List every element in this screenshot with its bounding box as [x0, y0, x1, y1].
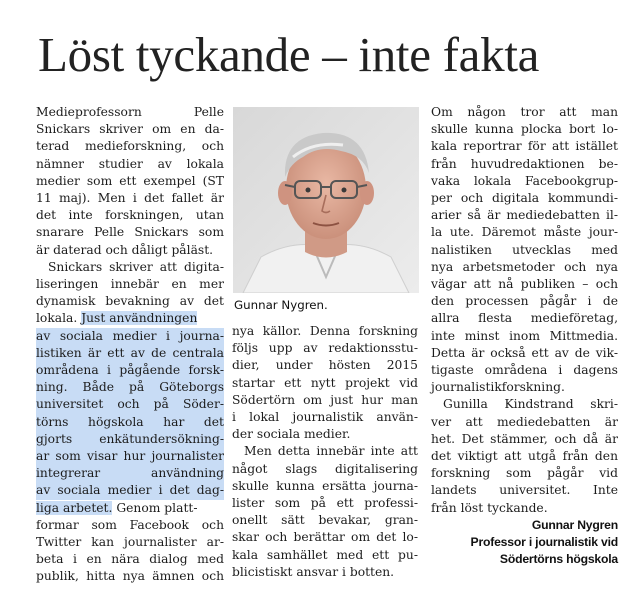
text-line: inte minst inom Mittmedia. — [431, 328, 618, 343]
text-line: tigaste områdena i dagens — [431, 363, 618, 378]
author-photo — [233, 107, 419, 293]
highlighted-text: Just användningen — [81, 311, 198, 326]
highlighted-text-line: törns högskola har det — [36, 414, 224, 431]
signature-affiliation: Södertörns högskola — [499, 552, 618, 567]
text-line: vaka lokala Facebookgrup- — [431, 173, 618, 188]
portrait-image — [233, 107, 419, 293]
text-line: Snickars skriver att digita- — [48, 259, 224, 274]
text-line: följs upp av redaktionsstu- — [232, 341, 418, 356]
text-line: blicistiskt ansvar i botten. — [232, 564, 395, 579]
text-line: liseringen innebär en mer — [36, 277, 224, 292]
text-line: vägar att nå publiken – och — [431, 277, 618, 292]
text-line: arier så är mediedebatten il- — [431, 208, 618, 223]
text-line: nämner studier av lokala — [36, 156, 224, 171]
text-line: landets universitet. Inte — [431, 483, 618, 498]
text-line: nya källor. Denna forskning — [232, 324, 418, 338]
text-line: är daterad och dåligt påläst. — [36, 242, 214, 257]
text-line: forskning som pågår vid — [431, 466, 618, 481]
text-line — [36, 500, 224, 517]
text-line: allra flesta medieföretag, — [431, 311, 618, 326]
highlighted-text-line: av sociala medier i det dag- — [36, 482, 224, 499]
highlighted-text-line: gjorts enkätundersökning- — [36, 431, 224, 448]
text-line: från löst tyckande. — [431, 500, 548, 515]
highlighted-text-line: universitet och på Söder- — [36, 396, 224, 413]
highlighted-text-line: områdena i pågående forsk- — [36, 362, 224, 379]
text-line: det viktigt att utgå från den — [431, 449, 618, 464]
photo-caption: Gunnar Nygren. — [234, 298, 328, 312]
text-line: snarare Pelle Snickars som — [36, 225, 224, 240]
text-line: terad medieforskning, och — [36, 139, 224, 154]
text-line: nya arbetsmetoder och nya — [431, 259, 618, 274]
text-line: skulle kunna ersätta journa- — [232, 478, 418, 493]
text-line: der sociala medier. — [232, 427, 351, 442]
text-line: skar och berättar om det lo- — [232, 530, 418, 545]
highlighted-text-line: ar som visar hur journalister — [36, 448, 224, 465]
article-column-1 — [36, 104, 224, 586]
text-line: 11 maj). Men i det fallet är — [36, 191, 224, 206]
article-column-2 — [232, 323, 418, 581]
text-line: skulle kunna plocka bort lo- — [431, 122, 618, 137]
text-line: Detta är också ett av de vik- — [431, 345, 618, 360]
text-line: Södertörn om just hur man — [232, 392, 418, 407]
text-line: i lokal journalistik använ- — [232, 410, 418, 425]
text-line: den processen pågår i de — [431, 294, 618, 309]
text-line: lister som på ett professi- — [232, 496, 418, 511]
text-line: dynamisk bevakning av det — [36, 294, 224, 309]
text-line: något slags digitalisering — [232, 461, 418, 476]
article-headline: Löst tyckande – inte fakta — [38, 27, 540, 82]
text-line: Gunilla Kindstrand skri- — [443, 397, 618, 412]
text-line: per och digitala kommundi- — [431, 191, 618, 206]
text-line: Medieprofessorn Pelle — [36, 105, 224, 119]
text-line: onellt sätt bevakar, gran- — [232, 513, 418, 528]
highlighted-text: liga arbetet. — [36, 500, 113, 515]
text-line: journalistikforskning. — [431, 380, 565, 395]
text-line: kala reportrar för att istället — [431, 139, 618, 154]
highlighted-text-line: integrerar användning — [36, 465, 224, 482]
signature-title: Professor i journalistik vid — [470, 535, 618, 550]
text-line: formar som Facebook och — [36, 517, 224, 532]
text-line: het. Det stämmer, och då är — [431, 431, 618, 446]
highlighted-text-line: ning. Både på Göteborgs — [36, 379, 224, 396]
text-line: nalistiken utvecklas med — [431, 242, 618, 257]
text-line: Om någon tror att man — [431, 105, 618, 119]
text-line: dier, under hösten 2015 — [232, 358, 418, 373]
text-fragment: lokala. — [36, 311, 82, 326]
text-line: Twitter kan journalister ar- — [36, 535, 224, 550]
signature-name: Gunnar Nygren — [531, 517, 618, 532]
text-line: beta i en nära dialog med — [36, 552, 224, 567]
text-line — [36, 310, 224, 327]
article-column-3 — [431, 104, 618, 568]
text-line: ver att mediedebatten är — [431, 414, 618, 429]
text-line: publik, hitta nya ämnen och — [36, 569, 224, 584]
text-line: Men detta innebär inte att — [244, 444, 418, 459]
text-line: kala samhället med ett pu- — [232, 547, 418, 562]
text-fragment: Genom platt- — [112, 500, 198, 515]
text-line: startar ett nytt projekt vid — [232, 375, 418, 390]
text-line: det inte forskningen, utan — [36, 208, 224, 223]
text-line: la ute. Däremot måste jour- — [431, 225, 618, 240]
highlighted-text-line: av sociala medier i journa- — [36, 328, 224, 345]
text-line: medier som ett exempel (ST — [36, 173, 224, 188]
text-line: från huvudredaktionen be- — [431, 156, 618, 171]
text-line: Snickars skriver om en da- — [36, 122, 224, 137]
highlighted-text-line: listiken är ett av de centrala — [36, 345, 224, 362]
